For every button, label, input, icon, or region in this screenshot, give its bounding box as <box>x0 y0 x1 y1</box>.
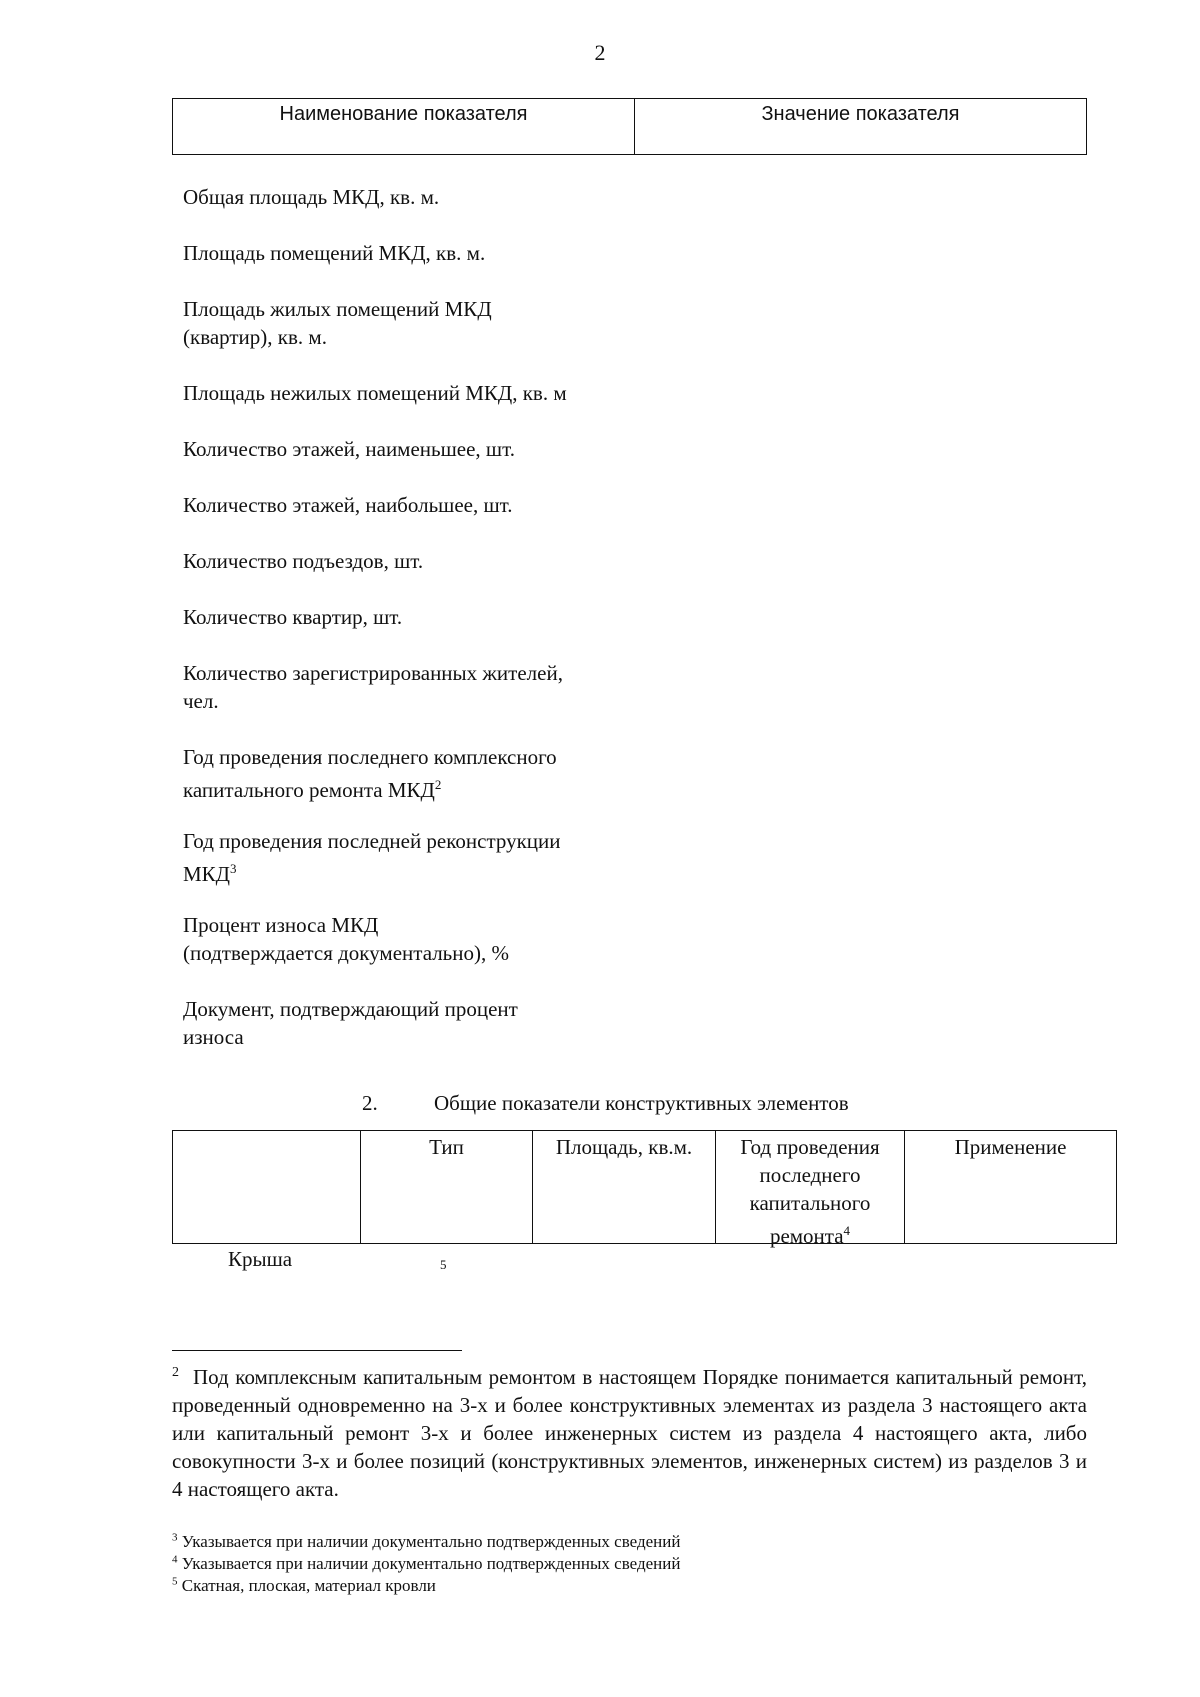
footnote-ref-2: 2 <box>434 777 442 792</box>
indicator-last-reconstruction-year: Год проведения последней реконструкции МКД$^3$ <box>183 829 561 886</box>
footnote-2-text: Под комплексным капитальным ремонтом в настоящем Порядке понимается капитальный ремонт, проведенный одновременно на 3-х и более конструктивных элементах из раздела 3 настоящего акта или капитальный ремонт 3-х и более инженерных систем из раздела 4 настоящего акта, либо совокупности 3-х и более позиций (конструктивных элементов, инженерных систем) из разделов 3 и 4 настоящего акта. <box>172 1365 1087 1501</box>
footnote-ref-4: 4 <box>843 1223 851 1238</box>
structural-elements-table <box>172 1130 1117 1248</box>
column-header-indicator-value: Значение показателя <box>761 103 960 125</box>
row-label-roof: Крыша <box>228 1247 293 1271</box>
footnote-ref-5: 5 <box>440 1257 447 1272</box>
footnote-separator <box>172 1350 462 1351</box>
footnote-5: $^5$ Скатная, плоская, материал кровли <box>172 1575 436 1595</box>
indicator-registered-residents: Количество зарегистрированных жителей, чел. <box>183 661 563 713</box>
indicator-wear-percent: Процент износа МКД (подтверждается документально), % <box>183 913 509 965</box>
indicator-apartments: Количество квартир, шт. <box>183 605 403 629</box>
indicator-wear-document: Документ, подтверждающий процент износа <box>183 997 518 1049</box>
section-number: 2. <box>362 1091 378 1115</box>
column-header-element <box>173 1131 361 1243</box>
footnote-ref-3: 3 <box>230 861 237 876</box>
footnote-4: $^4$ Указывается при наличии документально подтвержденных сведений <box>172 1553 681 1573</box>
section-title: Общие показатели конструктивных элементов <box>434 1091 849 1115</box>
indicator-entrances: Количество подъездов, шт. <box>183 549 424 573</box>
footnote-3: $^3$ Указывается при наличии документально подтвержденных сведений <box>172 1531 681 1551</box>
indicator-total-area: Общая площадь МКД, кв. м. <box>183 185 440 209</box>
indicator-residential-area: Площадь жилых помещений МКД (квартир), кв. м. <box>183 297 492 349</box>
indicator-header-table <box>172 98 1087 155</box>
footnote-2 <box>172 1363 1087 1503</box>
indicator-premises-area: Площадь помещений МКД, кв. м. <box>183 241 486 265</box>
page-number: 2 <box>594 40 606 65</box>
column-header-last-repair-year: Год проведения последнего капитального ремонта$^4$ <box>716 1131 905 1243</box>
indicator-nonresidential-area: Площадь нежилых помещений МКД, кв. м <box>183 381 567 405</box>
indicator-last-complex-repair-year: Год проведения последнего комплексного капитального ремонта МКД$^2$ <box>183 745 557 802</box>
column-header-indicator-name: Наименование показателя <box>173 99 635 154</box>
column-header-usage: Применение <box>954 1135 1067 1159</box>
column-header-area: Площадь, кв.м. <box>533 1131 716 1243</box>
indicator-floors-max: Количество этажей, наибольшее, шт. <box>183 493 513 517</box>
indicator-floors-min: Количество этажей, наименьшее, шт. <box>183 437 515 461</box>
footnote-2-mark: 2 <box>172 1365 179 1380</box>
column-header-type: Тип <box>361 1131 533 1243</box>
